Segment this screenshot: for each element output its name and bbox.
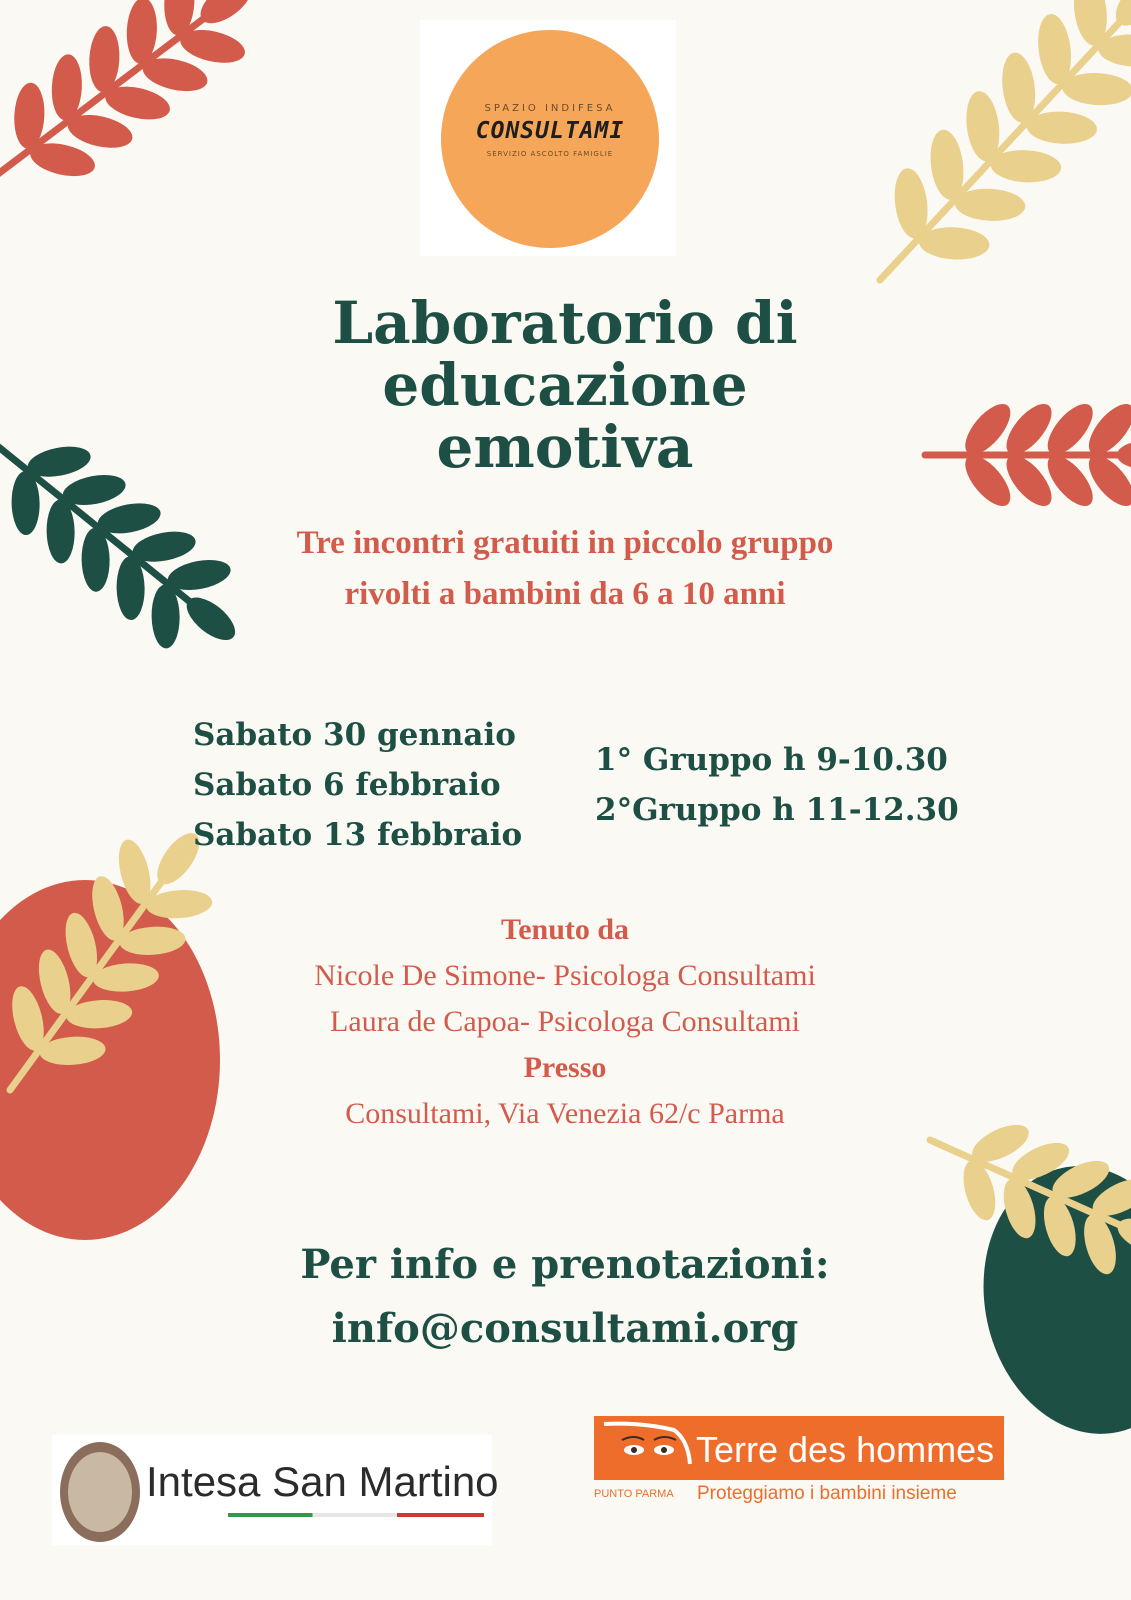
speaker-1: Nicole De Simone- Psicologa Consultami [314, 959, 816, 992]
group-2-time: 2°Gruppo h 11-12.30 [595, 792, 959, 828]
date-1: Sabato 30 gennaio [193, 717, 516, 753]
date-2: Sabato 6 febbraio [193, 767, 501, 803]
held-by-label: Tenuto da [500, 913, 630, 946]
date-3: Sabato 13 febbraio [193, 817, 523, 853]
title-line-1: Laboratorio di [332, 289, 798, 357]
coral-branch-top-left [0, 0, 259, 182]
speaker-2: Laura de Capoa- Psicologa Consultami [330, 1005, 800, 1038]
location-label: Presso [523, 1051, 607, 1084]
tdh-location: PUNTO PARMA [594, 1488, 674, 1500]
subtitle-line-2: rivolti a bambini da 6 a 10 anni [344, 576, 786, 612]
coral-branch-right [925, 397, 1131, 514]
tdh-slogan: Proteggiamo i bambini insieme [697, 1483, 957, 1504]
intesa-name: Intesa San Martino [146, 1458, 499, 1505]
logo-top-text: SPAZIO INDIFESA [484, 103, 616, 114]
tdh-name: Terre des hommes [696, 1429, 995, 1470]
tdh-face-icon [600, 1420, 696, 1478]
contact-email[interactable]: info@consultami.org [331, 1305, 799, 1352]
subtitle-line-1: Tre incontri gratuiti in piccolo gruppo [296, 525, 834, 561]
sand-branch-top-right [880, 0, 1131, 280]
sand-branch-coral-blob [6, 826, 213, 1090]
logo-sub-text: SERVIZIO ASCOLTO FAMIGLIE [486, 150, 614, 158]
logo-name: CONSULTAMI [475, 118, 625, 144]
italian-flag-stripe [228, 1513, 484, 1517]
intesa-medal-inner [68, 1452, 132, 1532]
group-1-time: 1° Gruppo h 9-10.30 [595, 742, 948, 778]
title-line-2: educazione [382, 351, 748, 419]
contact-label: Per info e prenotazioni: [300, 1241, 830, 1288]
title-line-3: emotiva [436, 413, 694, 481]
location-address: Consultami, Via Venezia 62/c Parma [345, 1097, 785, 1130]
